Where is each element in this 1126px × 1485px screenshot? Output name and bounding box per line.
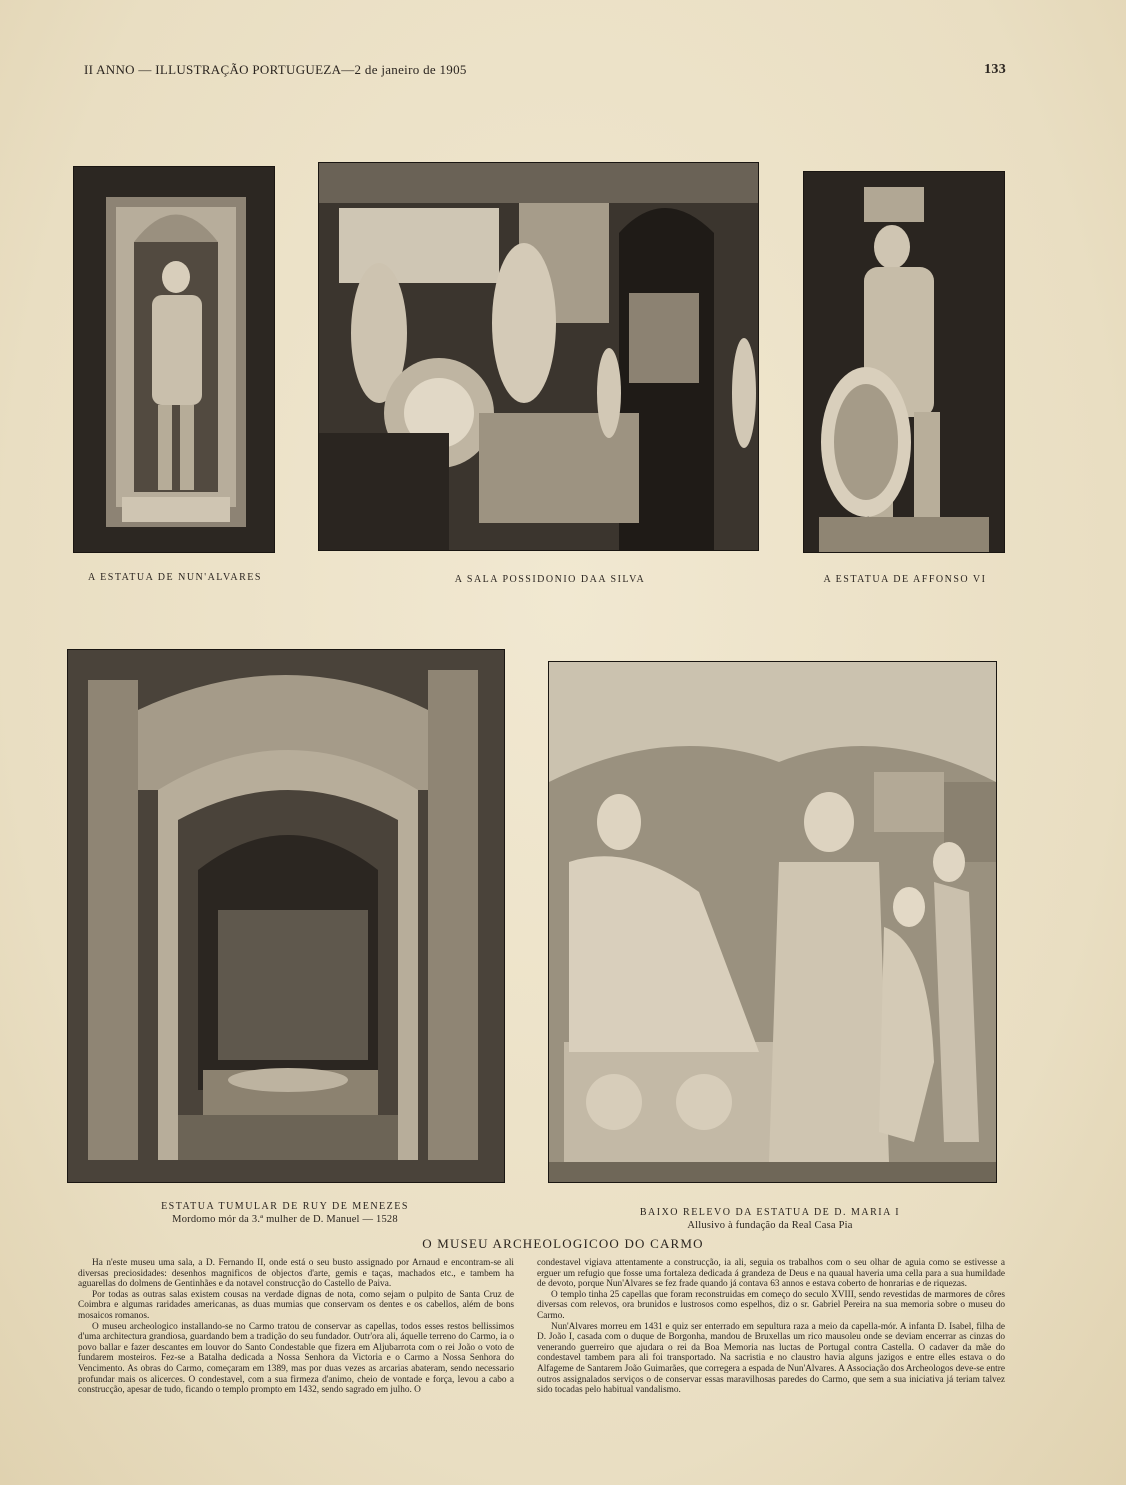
caption-nun-alvares: A ESTATUA DE NUN'ALVARES <box>88 572 262 583</box>
caption-ruy-de-menezes <box>130 1201 440 1225</box>
caption-affonso-vi: A ESTATUA DE AFFONSO VI <box>823 574 987 585</box>
photo-affonso-vi-statue <box>803 171 1005 553</box>
page-header <box>84 62 1006 82</box>
caption-maria-i <box>600 1207 940 1231</box>
photo-ruy-de-menezes-tomb <box>67 649 505 1183</box>
article-left-column <box>78 1258 514 1396</box>
caption-sala-possidonio: A SALA POSSIDONIO DAA SILVA <box>454 574 646 585</box>
caption-maria-i-title: BAIXO RELEVO DA ESTATUA DE D. MARIA I <box>639 1207 901 1218</box>
caption-maria-i-sub: Allusivo à fundação da Real Casa Pia <box>687 1220 853 1231</box>
photo-maria-i-bas-relief <box>548 661 997 1183</box>
photo-sala-possidonio <box>318 162 759 551</box>
article-paragraph: condestavel vigiava attentamente a construcção, ia ali, seguia os trabalhos com o seu olhar de aguia como se estivesse a erguer um refugio que fosse uma fortaleza dedicada á grandeza de Deus e na quaual haveria uma cella para a sua humildade de devoto, porque Nun'Alvares se fez frade quando já contava 63 annos e estava coberto de honrarias e de riquezas. <box>537 1258 1005 1290</box>
article-right-column <box>537 1258 1005 1396</box>
article-paragraph: O templo tinha 25 capellas que foram reconstruidas em começo do seculo XVIII, sendo revestidas de marmores de côres diversas com relevos, ora brunidos e lustrosos como espelhos, diz o sr. Gabriel Pereira na sua memoria sobre o museu do Carmo. <box>537 1289 1005 1321</box>
caption-ruy-de-menezes-title: ESTATUA TUMULAR DE RUY DE MENEZES <box>161 1201 409 1212</box>
article-paragraph: Ha n'este museu uma sala, a D. Fernando II, onde está o seu busto assignado por Arnaud e encontram-se ali diversas preciosidades: desenhos magnificos de objectos d'arte, gemis e taças, machados etc., e tambem ha aguarellas do dolmens de Gentinhães e da notavel construcção do Castello de Paiva. <box>78 1258 514 1290</box>
article-paragraph: Nun'Alvares morreu em 1431 e quiz ser enterrado em sepultura raza a meio da capella-mór. A infanta D. Isabel, filha de D. João I, casada com o duque de Borgonha, mandou de Bruxellas um rico mausoleu onde se deviam encerrar as cinzas do venerando guerreiro que ajudara o rei da Boa Memoria nas luctas de Portugal contra Castella. O cadaver da mãe do condestavel tambem para ali foi transportado. Na sacristia e no claustro havia alguns jazigos e entre elles estava o do Alfageme de Santarem João Guimarães, que corregera a espada de Nun'Alvares. A Associação dos Archeologos deve-se entre outros assignalados serviços o de conservar essas maravilhosas paredes do Carmo, que sem a sua iniciativa já teriam talvez sido tocadas pelo habitual vandalismo. <box>537 1321 1005 1396</box>
issue-line: II ANNO — ILLUSTRAÇÃO PORTUGUEZA—2 de janeiro de 1905 <box>84 62 467 77</box>
article-paragraph: O museu archeologico installando-se no Carmo tratou de conservar as capellas, todos esses restos bellissimos d'uma architectura grandiosa, guardando bem a tradição do seu fundador. Outr'ora ali, áquelle terreno do Carmo, ia o povo ballar e fazer descantes em louvor do Santo Condestable que fizera em Aljubarrota com o rei João o voto de fundarem mosteiros. Fez-se a Batalha dedicada a Nossa Senhora da Victoria e o Carmo a Nossa Senhora do Vencimento. As obras do Carmo, começaram em 1389, mas por duas vezes as arcarias abateram, sendo necessario profundar mais os alicerces. O condestavel, com a sua firmeza d'animo, cheio de vontade e força, levou a cabo a construcção, apesar de tudo, ficando o templo prompto em 1432, sendo sagrado em julho. O <box>78 1321 514 1396</box>
page-number: 133 <box>984 62 1006 77</box>
photo-nun-alvares-statue <box>73 166 275 553</box>
article-title: O MUSEU ARCHEOLOGICOO DO CARMO <box>422 1236 704 1251</box>
article-paragraph: Por todas as outras salas existem cousas na verdade dignas de nota, como sejam o pulpito de Santa Cruz de Coimbra e algumas raridades americanas, as duas mumias que conservam os dentes e os cabellos, além de bons mosaicos romanos. <box>78 1289 514 1321</box>
caption-ruy-de-menezes-sub: Mordomo mór da 3.ª mulher de D. Manuel — 1528 <box>172 1214 398 1225</box>
